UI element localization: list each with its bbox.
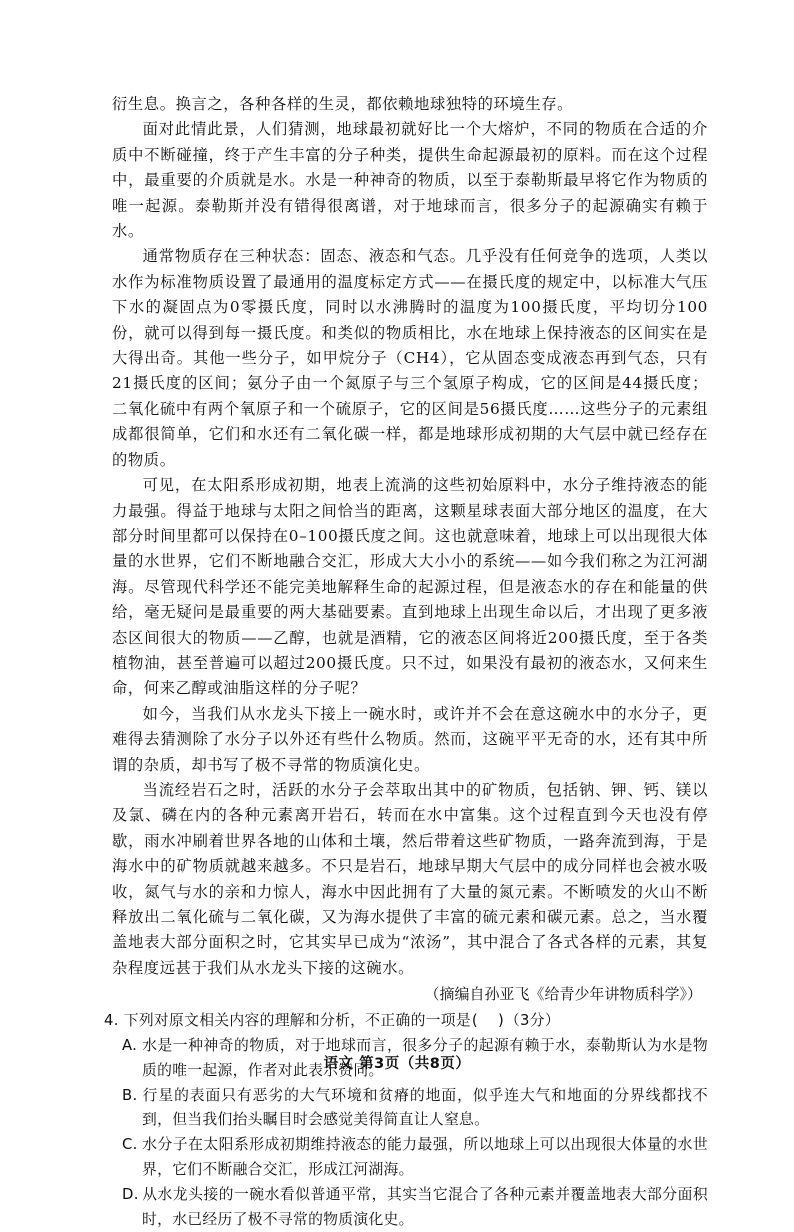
question-4 xyxy=(104,1009,708,1232)
option-c xyxy=(104,1133,708,1183)
option-b xyxy=(104,1084,708,1134)
option-text: 从水龙头接的一碗水看似普通平常，其实当它混合了各种元素并覆盖地表大部分面积时，水已经历了极不寻常的物质演化史。 xyxy=(142,1185,708,1228)
question-stem-text: 4. 下列对原文相关内容的理解和分析，不正确的一项是 xyxy=(104,1012,471,1030)
passage-source: （摘编自孙亚飞《给青少年讲物质科学》） xyxy=(424,985,702,1004)
answer-blank: ( ) xyxy=(471,1012,505,1030)
option-text: 水分子在太阳系形成初期维持液态的能力最强，所以地球上可以出现很大体量的水世界，它们不断融合交汇，形成江河湖海。 xyxy=(142,1136,708,1178)
passage-paragraph-5: 如今，当我们从水龙头下接上一碗水时，或许并不会在意这碗水中的水分子，更难得去猜测除了水分子以外还有些什么物质。然而，这碗平平无奇的水，还有其中所谓的杂质，却书写了极不寻常的物质演化史。 xyxy=(112,704,708,774)
passage-paragraph-3: 通常物质存在三种状态：固态、液态和气态。几乎没有任何竞争的选项，人类以水作为标准物质设置了最通用的温度标定方式——在摄氏度的规定中，以标准大气压下水的凝固点为0零摄氏度，同时以水沸腾时的温度为100摄氏度，平均切分100份，就可以得到每一摄氏度。和类似的物质相比，水在地球上保持液态的区间实在是大得出奇。其他一些分子，如甲烷分子（CH4），它从固态变成液态再到气态，只有21摄氏度的区间；氨分子由一个氮原子与三个氢原子构成，它的区间是44摄氏度；二氧化硫中有两个氧原子和一个硫原子，它的区间是56摄氏度……这些分子的元素组成都很简单，它们和水还有二氧化碳一样，都是地球形成初期的大气层中就已经存在的物质。 xyxy=(112,247,708,469)
passage-paragraph-1: 衍生息。换言之，各种各样的生灵，都依赖地球独特的环境生存。 xyxy=(112,95,574,113)
option-d xyxy=(104,1183,708,1232)
page-footer: 语文 第3页（共8页） xyxy=(323,1056,471,1072)
option-text: 水是一种神奇的物质，对于地球而言，很多分子的起源有赖于水，泰勒斯认为水是物质的唯一起源，作者对此表示赞同。 xyxy=(142,1037,708,1079)
passage-paragraph-4: 可见，在太阳系形成初期，地表上流淌的这些初始原料中，水分子维持液态的能力最强。得益于地球与太阳之间恰当的距离，这颗星球表面大部分地区的温度，在大部分时间里都可以保持在0–100摄氏度之间。这也就意味着，地球上可以出现很大体量的水世界，它们不断地融合交汇，形成大大小小的系统——如今我们称之为江河湖海。尽管现代科学还不能完美地解释生命的起源过程，但是液态水的存在和能量的供给，毫无疑问是最重要的两大基础要素。直到地球上出现生命以后，才出现了更多液态区间很大的物质——乙醇，也就是酒精，它的液态区间将近200摄氏度，至于各类植物油，甚至普遍可以超过200摄氏度。只不过，如果没有最初的液态水，又何来生命，何来乙醇或油脂这样的分子呢？ xyxy=(112,476,708,698)
option-letter: B. xyxy=(122,1086,138,1104)
question-points: （3分） xyxy=(504,1012,560,1030)
passage-paragraph-6: 当流经岩石之时，活跃的水分子会萃取出其中的矿物质，包括钠、钾、钙、镁以及氯、磷在内的各种元素离开岩石，转而在水中富集。这个过程直到今天也没有停歇，雨水冲刷着世界各地的山体和土壤，然后带着这些矿物质，一路奔流到海，于是海水中的矿物质就越来越多。不只是岩石，地球早期大气层中的成分同样也会被水吸收，氮气与水的亲和力惊人，海水中因此拥有了大量的氮元素。不断喷发的火山不断释放出二氧化硫与二氧化碳，又为海水提供了丰富的硫元素和碳元素。总之，当水覆盖地表大部分面积之时，它其实早已成为“浓汤”，其中混合了各式各样的元素，其复杂程度远甚于我们从水龙头下接的这碗水。 xyxy=(112,780,708,977)
question-stem xyxy=(104,1009,708,1034)
option-letter: C. xyxy=(122,1136,138,1154)
option-text: 行星的表面只有恶劣的大气环境和贫瘠的地面，似乎连大气和地面的分界线都找不到，但当我们抬头瞩目时会感觉美得简直让人窒息。 xyxy=(142,1086,708,1129)
option-letter: D. xyxy=(122,1185,139,1203)
option-letter: A. xyxy=(122,1037,138,1055)
passage-paragraph-2: 面对此情此景，人们猜测，地球最初就好比一个大熔炉，不同的物质在合适的介质中不断碰撞，终于产生丰富的分子种类，提供生命起源最初的原料。而在这个过程中，最重要的介质就是水。水是一种神奇的物质，以至于泰勒斯最早将它作为物质的唯一起源。泰勒斯并没有错得很离谱，对于地球而言，很多分子的起源确实有赖于水。 xyxy=(112,120,708,241)
